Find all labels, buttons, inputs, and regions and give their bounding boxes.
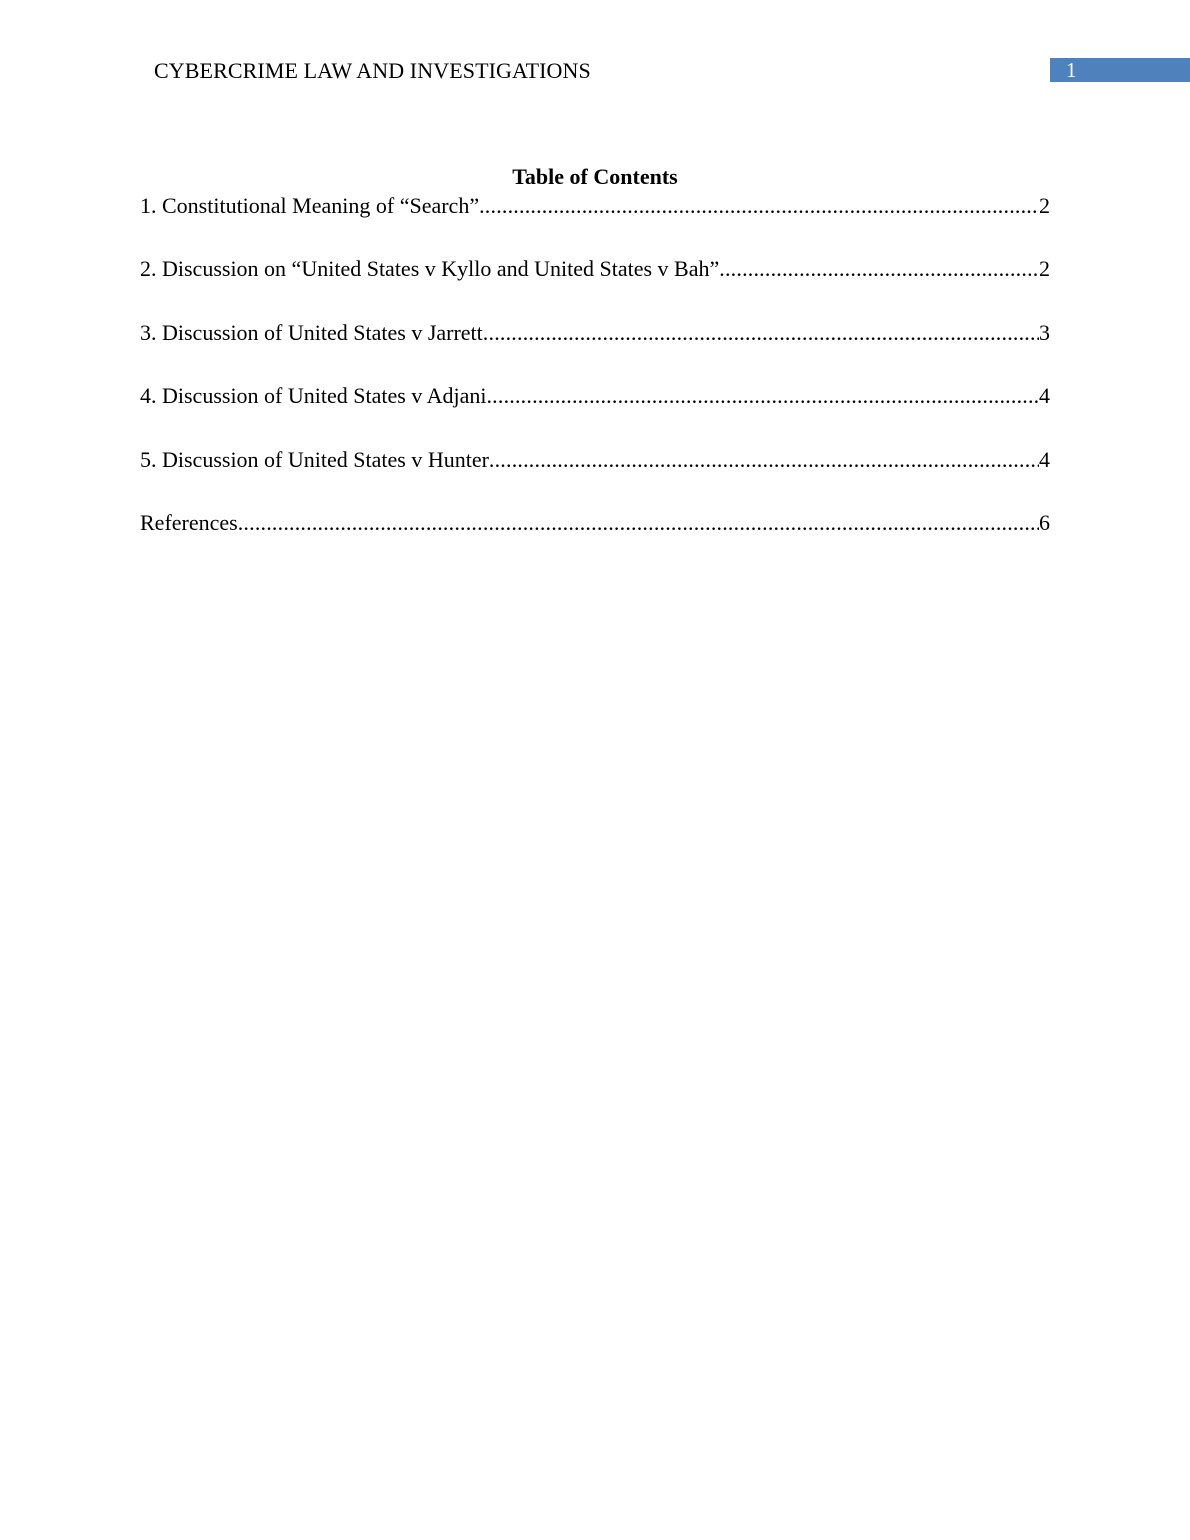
- toc-dot-leader: [479, 192, 1039, 220]
- toc-entry-page[interactable]: 3: [1039, 319, 1050, 345]
- page-number: 1: [1050, 58, 1190, 82]
- toc-entry-label[interactable]: 4. Discussion of United States v Adjani: [140, 383, 487, 409]
- toc-entry-page[interactable]: 2: [1039, 256, 1050, 282]
- toc-entry[interactable]: [140, 382, 1050, 410]
- toc-dot-leader: [486, 382, 1039, 410]
- toc-entry-page[interactable]: 2: [1039, 193, 1050, 218]
- toc-dot-leader: [238, 509, 1039, 537]
- toc-dot-leader: [489, 446, 1039, 474]
- toc-list: [140, 192, 1050, 572]
- toc-entry[interactable]: [140, 319, 1050, 347]
- toc-entry[interactable]: [140, 446, 1050, 474]
- toc-entry-label[interactable]: 5. Discussion of United States v Hunter: [140, 446, 489, 472]
- running-header-title: CYBERCRIME LAW AND INVESTIGATIONS: [154, 58, 591, 83]
- toc-entry[interactable]: [140, 192, 1050, 220]
- toc-title: Table of Contents: [512, 164, 678, 189]
- toc-entry[interactable]: [140, 509, 1050, 537]
- toc-entry-page[interactable]: 4: [1039, 383, 1050, 409]
- toc-dot-leader: [719, 255, 1039, 283]
- toc-dot-leader: [483, 319, 1039, 347]
- toc-entry[interactable]: [140, 255, 1050, 283]
- toc-entry-page[interactable]: 6: [1039, 509, 1050, 535]
- toc-entry-label[interactable]: 1. Constitutional Meaning of “Search”: [140, 193, 480, 218]
- toc-entry-label[interactable]: 3. Discussion of United States v Jarrett: [140, 319, 483, 345]
- toc-entry-label[interactable]: 2. Discussion on “United States v Kyllo and United States v Bah”: [140, 256, 720, 282]
- toc-entry-label[interactable]: References: [140, 509, 238, 535]
- toc-entry-page[interactable]: 4: [1039, 446, 1050, 472]
